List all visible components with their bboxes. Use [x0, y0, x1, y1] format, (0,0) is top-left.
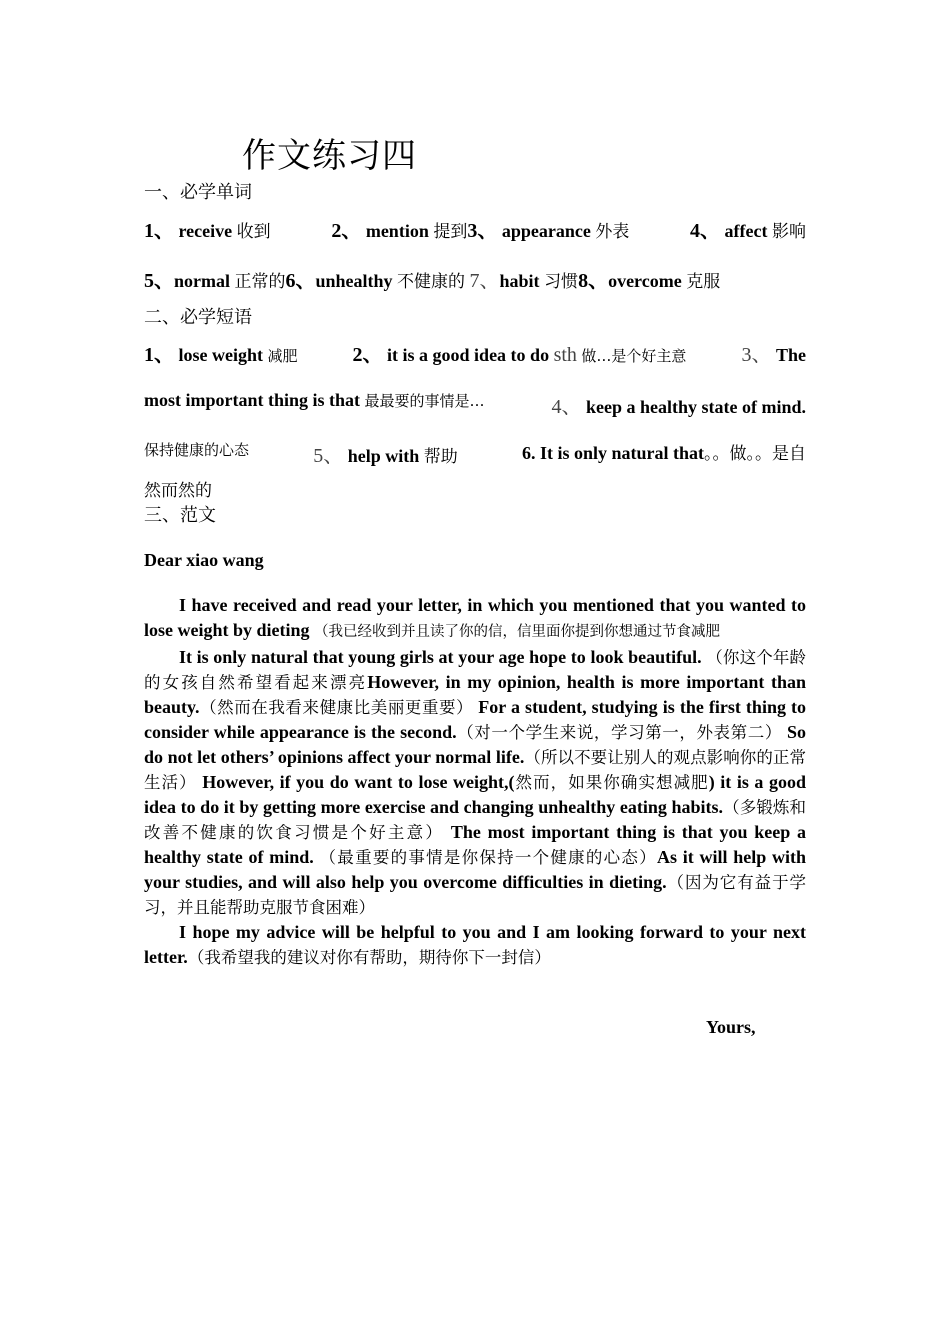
letter-closing: Yours,	[706, 1017, 756, 1037]
section-heading-phrases: 二、必学短语	[144, 307, 252, 328]
word-item: 2、 mention 提到3、 appearance 外表	[331, 220, 630, 242]
letter-paragraph-3: I hope my advice will be helpful to you and I am looking forward to your next letter.（我希望我的建议对你有帮助，期待你下一封信）	[144, 922, 806, 967]
phrase-item: 2、 it is a good idea to do sth 做…是个好主意	[352, 344, 687, 366]
phrases-line-4: 然而然的	[144, 481, 212, 501]
phrase-item: 5、 help with 帮助	[313, 445, 458, 467]
section-heading-words: 一、必学单词	[144, 182, 252, 203]
phrase-item: most important thing is that 最最要的事情是…	[144, 390, 485, 410]
phrases-line-3	[144, 439, 806, 468]
phrases-line-1	[144, 338, 806, 367]
page-title: 作文练习四	[242, 136, 417, 176]
words-line-1	[144, 214, 806, 243]
letter-paragraph-1: I have received and read your letter, in which you mentioned that you wanted to lose weight by dieting （我已经收到并且读了你的信，信里面你提到你想通过节食减肥	[144, 595, 806, 640]
word-item: 4、 affect 影响	[690, 220, 806, 242]
phrase-item: 1、 lose weight 减肥	[144, 344, 298, 366]
phrases-line-2	[144, 390, 806, 419]
letter-salutation: Dear xiao wang	[144, 550, 264, 570]
phrase-translation: 保持健康的心态	[144, 441, 250, 459]
section-heading-sample: 三、范文	[144, 505, 216, 526]
letter-body	[144, 593, 806, 970]
words-line-2: 5、normal 正常的6、unhealthy 不健康的 7、habit 习惯8、overcome 克服	[144, 270, 721, 292]
phrase-item: 3、 The	[741, 344, 806, 366]
phrase-item: 6. It is only natural that。。做。。是自	[521, 443, 806, 464]
phrase-item: 4、 keep a healthy state of mind.	[551, 396, 806, 418]
letter-paragraph-2: It is only natural that young girls at your age hope to look beautiful. （你这个年龄的女孩自然希望看起来漂亮However, in my opinion, health is more important than beauty.（然而在我看来健康比美丽更重要） For a student, studying is the first thing to consider while appearance is the second.（对一个学生来说，学习第一，外表第二） So do not let others’ opinions affect your normal life.（所以不要让别人的观点影响你的正常生活） However, if you do want to lose weight,(然而，如果你确实想减肥) it is a good idea to do it by getting more exercise and changing unhealthy eating habits.（多锻炼和改善不健康的饮食习惯是个好主意） The most important thing is that you keep a healthy state of mind. （最重要的事情是你保持一个健康的心态）As it will help with your studies, and will also help you overcome difficulties in dieting.（因为它有益于学习，并且能帮助克服节食困难）	[144, 647, 807, 917]
word-item: 1、 receive 收到	[144, 220, 271, 242]
